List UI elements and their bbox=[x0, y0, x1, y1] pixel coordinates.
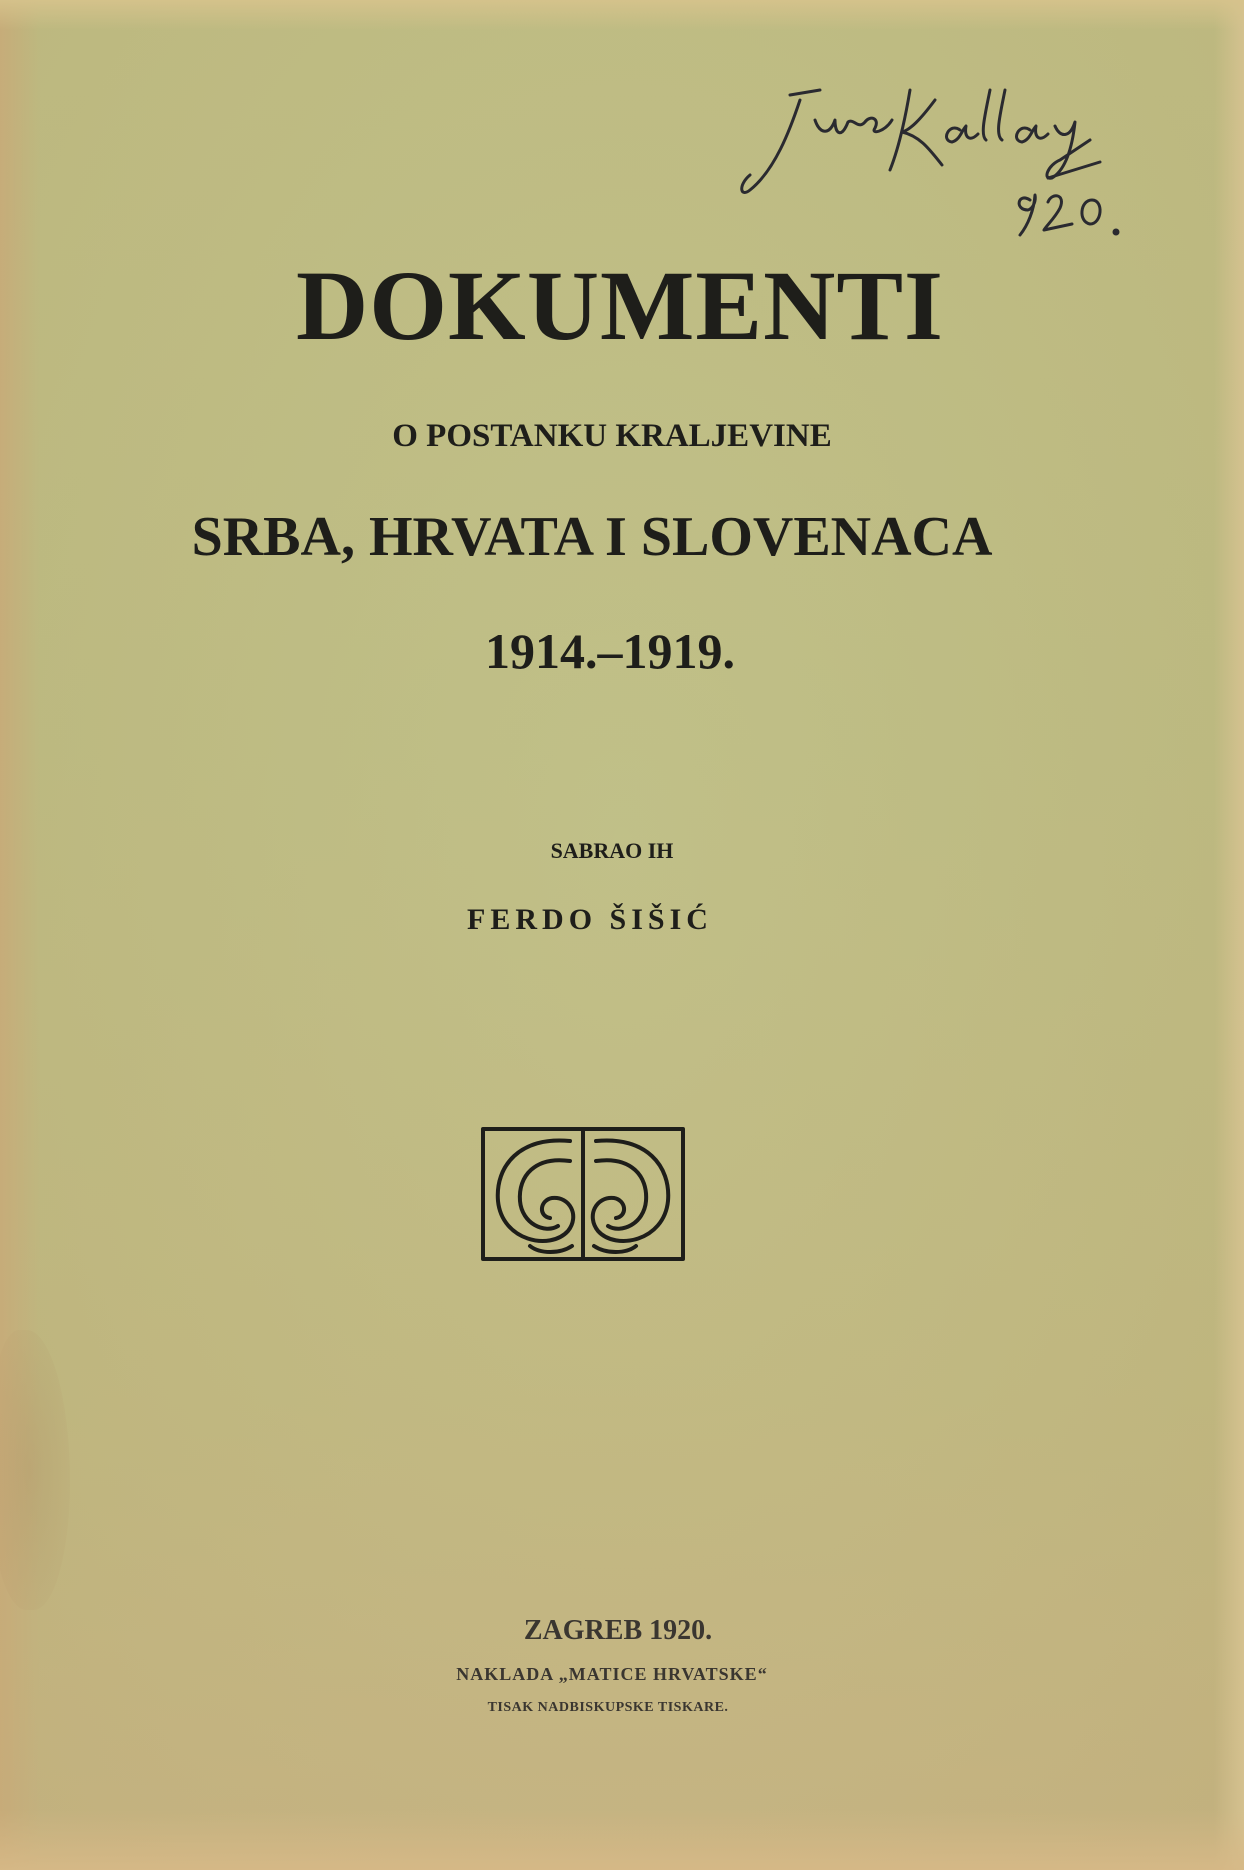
handwritten-signature bbox=[730, 60, 1190, 260]
compiled-by-label: SABRAO IH bbox=[550, 838, 674, 863]
publisher-line: NAKLADA „MATICE HRVATSKE“ bbox=[456, 1664, 768, 1684]
book-title: DOKUMENTI bbox=[296, 250, 944, 361]
water-stain bbox=[0, 1330, 70, 1610]
book-subtitle-line2: SRBA, HRVATA I SLOVENACA bbox=[191, 506, 993, 568]
publication-place-year: ZAGREB 1920. bbox=[523, 1615, 713, 1646]
publisher-ornament-icon bbox=[480, 1126, 686, 1262]
printer-line: TISAK NADBISKUPSKE TISKARE. bbox=[487, 1700, 729, 1715]
book-author: FERDO ŠIŠIĆ bbox=[467, 903, 713, 936]
book-subtitle-line1: O POSTANKU KRALJEVINE bbox=[392, 418, 832, 454]
book-years: 1914.–1919. bbox=[485, 623, 735, 679]
paper-edge-top bbox=[0, 0, 1244, 30]
paper-edge-bottom bbox=[0, 1810, 1244, 1870]
